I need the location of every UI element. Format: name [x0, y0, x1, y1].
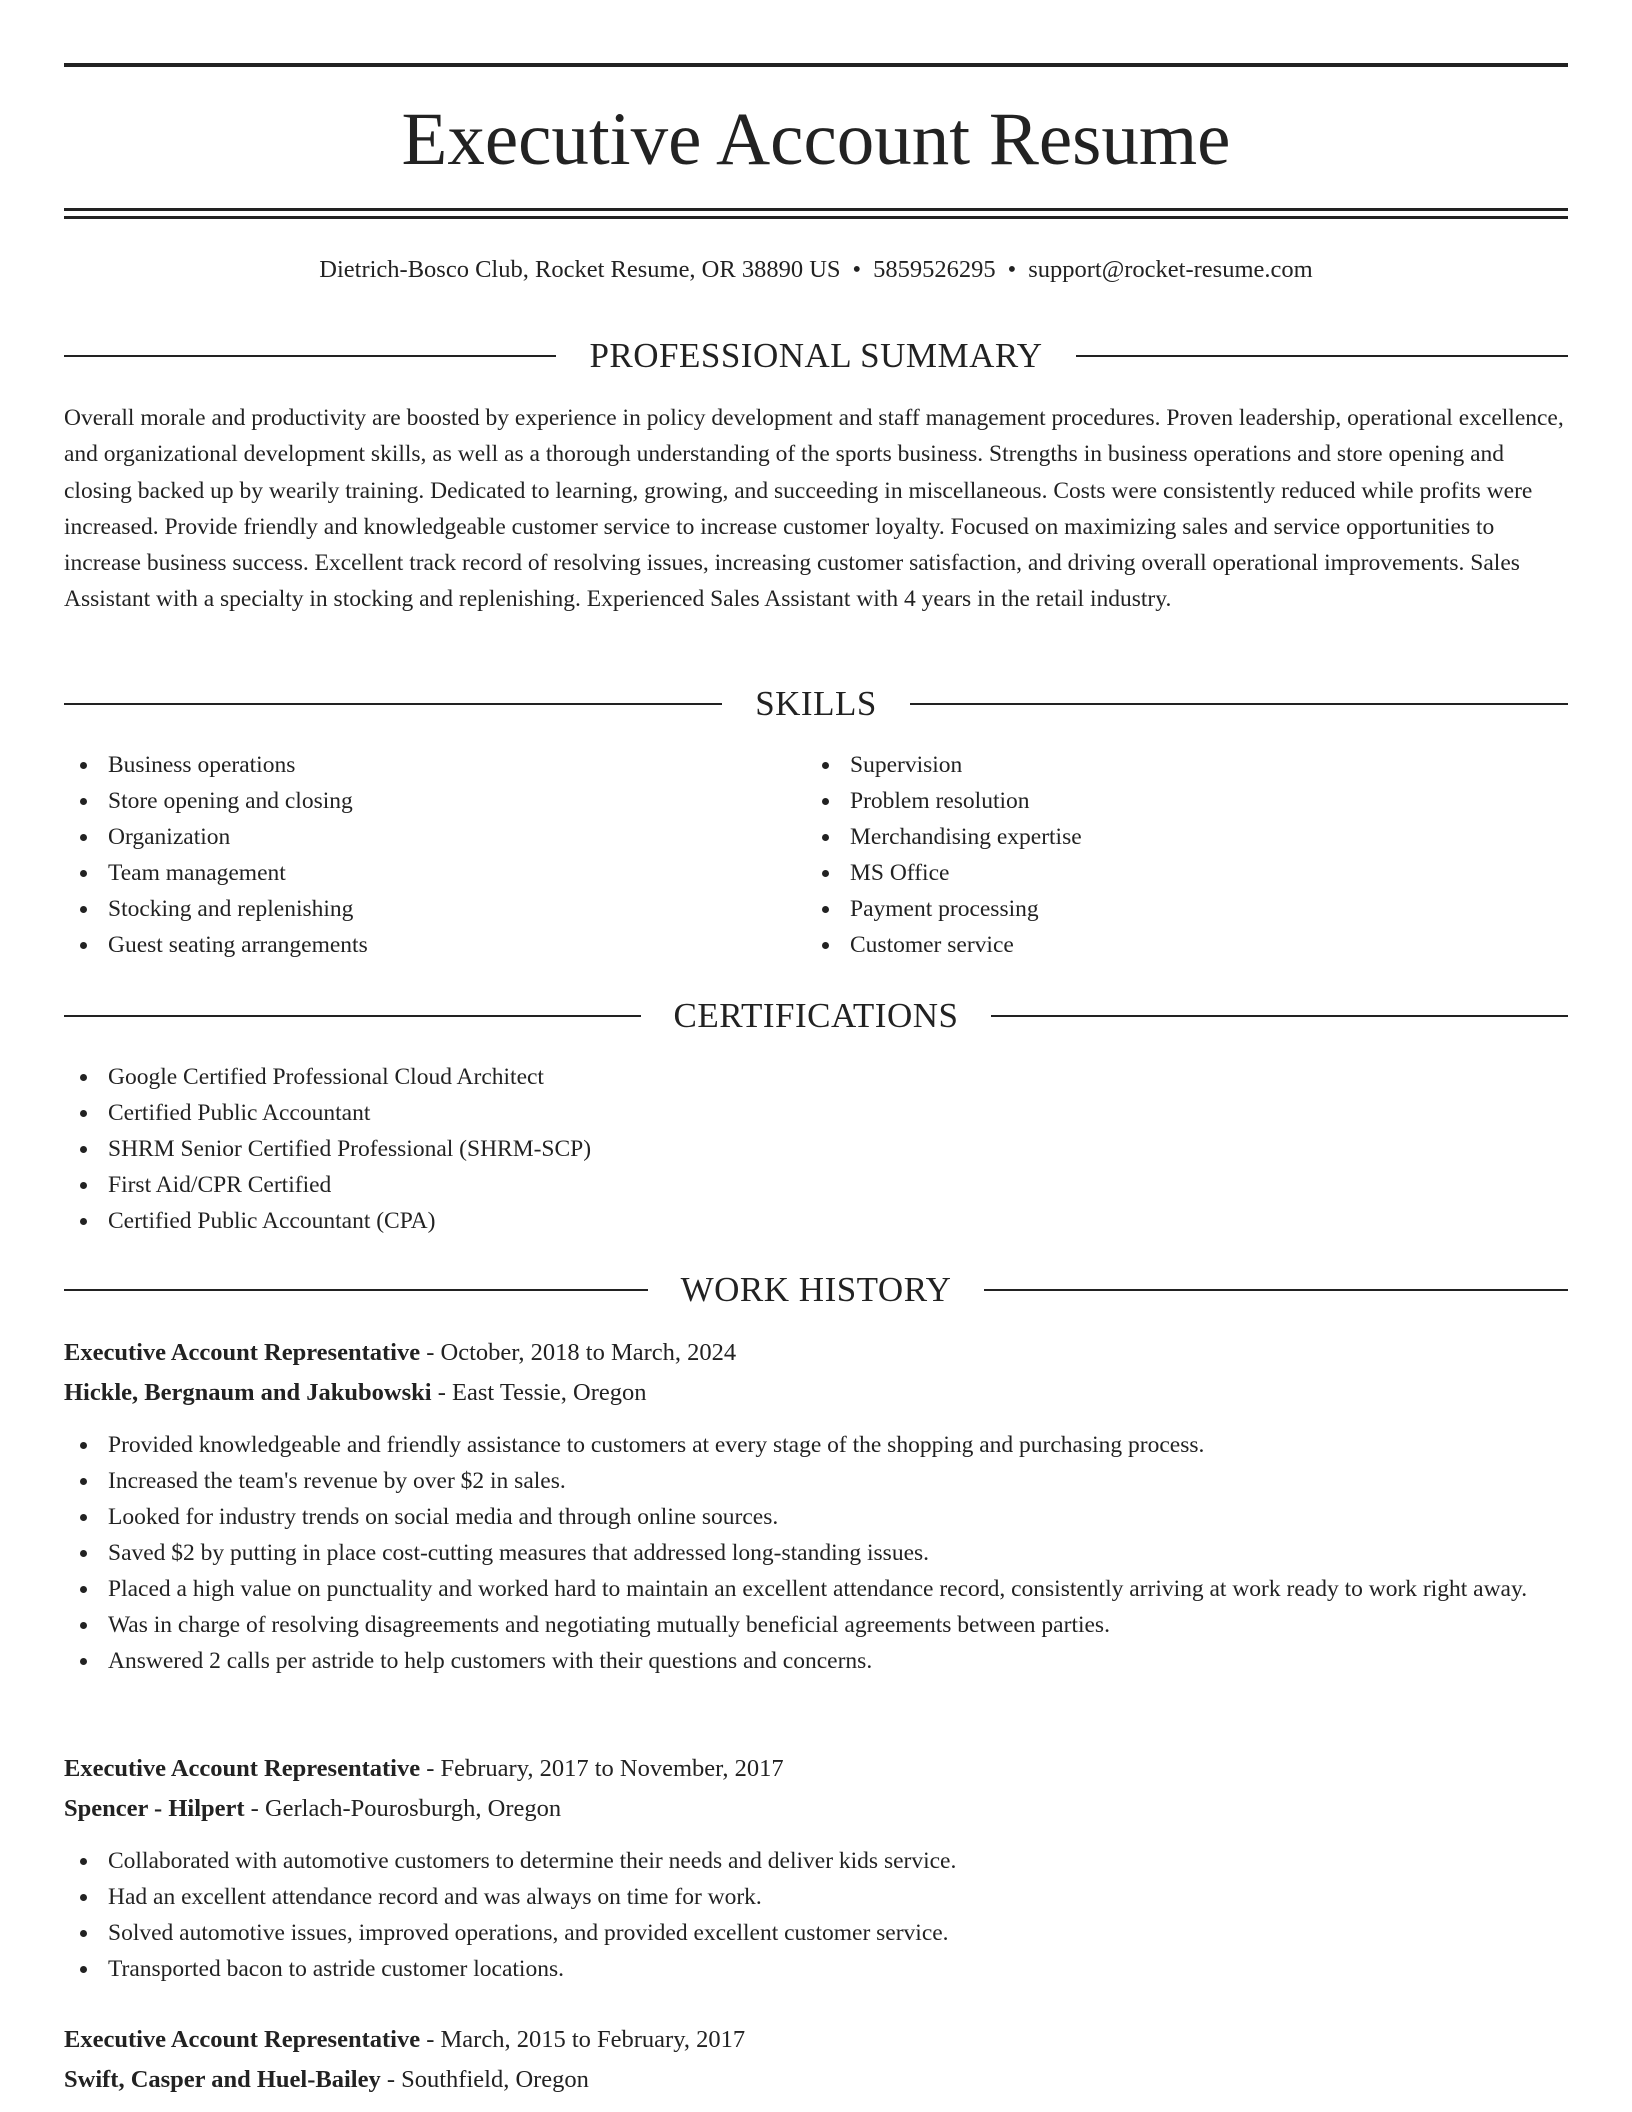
resume-title: Executive Account Resume: [401, 98, 1231, 181]
skills-list-left: [64, 747, 764, 963]
top-rule: [64, 63, 1568, 67]
skills-list-right: [806, 747, 1506, 963]
job-bullet: Placed a high value on punctuality and worked hard to maintain an excellent attendance record, consistently arriving at work ready to work right away.: [64, 1571, 1568, 1607]
job-title: Executive Account Representative: [64, 2026, 421, 2053]
contact-line: [64, 252, 1568, 288]
summary-heading-label: PROFESSIONAL SUMMARY: [589, 336, 1043, 375]
job-company: Spencer - Hilpert: [64, 1795, 245, 1822]
job-location: - Southfield, Oregon: [386, 2066, 589, 2093]
job-company-line: [64, 2062, 589, 2098]
contact-separator: •: [852, 256, 862, 283]
skills-heading-label: SKILLS: [755, 684, 877, 723]
job-title-line: [64, 2022, 745, 2058]
job-bullet: Provided knowledgeable and friendly assistance to customers at every stage of the shopping and purchasing process.: [64, 1427, 1568, 1463]
certification-item: Certified Public Accountant (CPA): [64, 1203, 1568, 1239]
heading-rule-left: [64, 1015, 641, 1017]
job-bullet: Increased the team's revenue by over $2 in sales.: [64, 1463, 1568, 1499]
summary-paragraph: Overall morale and productivity are boosted by experience in policy development and staff management procedures. Proven leadership, operational excellence, and organizational development skills, as well as a thorough understanding of the sports business. Strengths in business operations and store opening and closing backed up by wearily training. Dedicated to learning, growing, and succeeding in miscellaneous. Costs were consistently reduced while profits were increased. Provide friendly and knowledgeable customer service to increase customer loyalty. Focused on maximizing sales and service opportunities to increase business success. Excellent track record of resolving issues, increasing customer satisfaction, and driving overall operational improvements. Sales Assistant with a specialty in stocking and replenishing. Experienced Sales Assistant with 4 years in the retail industry.: [64, 405, 1564, 613]
certifications-heading: [64, 994, 1568, 1038]
job-dates: - October, 2018 to March, 2024: [426, 1339, 737, 1366]
title-double-rule-upper: [64, 208, 1568, 211]
job-company-line: [64, 1375, 646, 1411]
certification-item: Certified Public Accountant: [64, 1095, 1568, 1131]
job-location: - East Tessie, Oregon: [437, 1379, 647, 1406]
skill-item: MS Office: [806, 855, 1506, 891]
skill-item: Customer service: [806, 927, 1506, 963]
contact-phone: 5859526295: [873, 256, 996, 283]
heading-rule-right: [1076, 355, 1568, 357]
heading-rule-right: [984, 1289, 1568, 1291]
job-company-line: [64, 1791, 561, 1827]
skill-item: Organization: [64, 819, 764, 855]
skills-heading: [64, 682, 1568, 726]
job-title-line: [64, 1335, 736, 1371]
heading-rule-right: [991, 1015, 1568, 1017]
skill-item: Guest seating arrangements: [64, 927, 764, 963]
certifications-heading-label: CERTIFICATIONS: [673, 996, 959, 1035]
job-bullet: Saved $2 by putting in place cost-cutting measures that addressed long-standing issues.: [64, 1535, 1568, 1571]
title-double-rule-lower: [64, 216, 1568, 219]
job-bullet: Was in charge of resolving disagreements and negotiating mutually beneficial agreements between parties.: [64, 1607, 1568, 1643]
job-bullet: Looked for industry trends on social media and through online sources.: [64, 1499, 1568, 1535]
contact-separator: •: [1007, 256, 1017, 283]
job-bullet: Solved automotive issues, improved operations, and provided excellent customer service.: [64, 1915, 1568, 1951]
skill-item: Store opening and closing: [64, 783, 764, 819]
job-dates: - February, 2017 to November, 2017: [426, 1755, 784, 1782]
certification-item: SHRM Senior Certified Professional (SHRM-SCP): [64, 1131, 1568, 1167]
contact-address: Dietrich-Bosco Club, Rocket Resume, OR 38890 US: [319, 256, 841, 283]
heading-rule-right: [910, 703, 1568, 705]
skill-item: Supervision: [806, 747, 1506, 783]
job-bullet: Collaborated with automotive customers to determine their needs and deliver kids service.: [64, 1843, 1568, 1879]
contact-email: support@rocket-resume.com: [1028, 256, 1313, 283]
heading-rule-left: [64, 355, 556, 357]
skill-item: Business operations: [64, 747, 764, 783]
job-company: Hickle, Bergnaum and Jakubowski: [64, 1379, 432, 1406]
job-bullets: [64, 1843, 1568, 1987]
job-title-line: [64, 1751, 784, 1787]
certification-item: First Aid/CPR Certified: [64, 1167, 1568, 1203]
job-location: - Gerlach-Pourosburgh, Oregon: [250, 1795, 562, 1822]
job-bullet: Answered 2 calls per astride to help customers with their questions and concerns.: [64, 1643, 1568, 1679]
skill-item: Stocking and replenishing: [64, 891, 764, 927]
job-company: Swift, Casper and Huel-Bailey: [64, 2066, 381, 2093]
skill-item: Team management: [64, 855, 764, 891]
job-dates: - March, 2015 to February, 2017: [426, 2026, 746, 2053]
heading-rule-left: [64, 1289, 648, 1291]
job-title: Executive Account Representative: [64, 1755, 421, 1782]
job-bullets: [64, 1427, 1568, 1679]
heading-rule-left: [64, 703, 722, 705]
work-history-heading: [64, 1268, 1568, 1312]
certifications-list: [64, 1059, 1568, 1239]
certification-item: Google Certified Professional Cloud Architect: [64, 1059, 1568, 1095]
skill-item: Payment processing: [806, 891, 1506, 927]
job-bullet: Had an excellent attendance record and was always on time for work.: [64, 1879, 1568, 1915]
job-bullet: Transported bacon to astride customer locations.: [64, 1951, 1568, 1987]
work-history-heading-label: WORK HISTORY: [680, 1270, 952, 1309]
skill-item: Problem resolution: [806, 783, 1506, 819]
skill-item: Merchandising expertise: [806, 819, 1506, 855]
summary-heading: [64, 334, 1568, 378]
job-title: Executive Account Representative: [64, 1339, 421, 1366]
